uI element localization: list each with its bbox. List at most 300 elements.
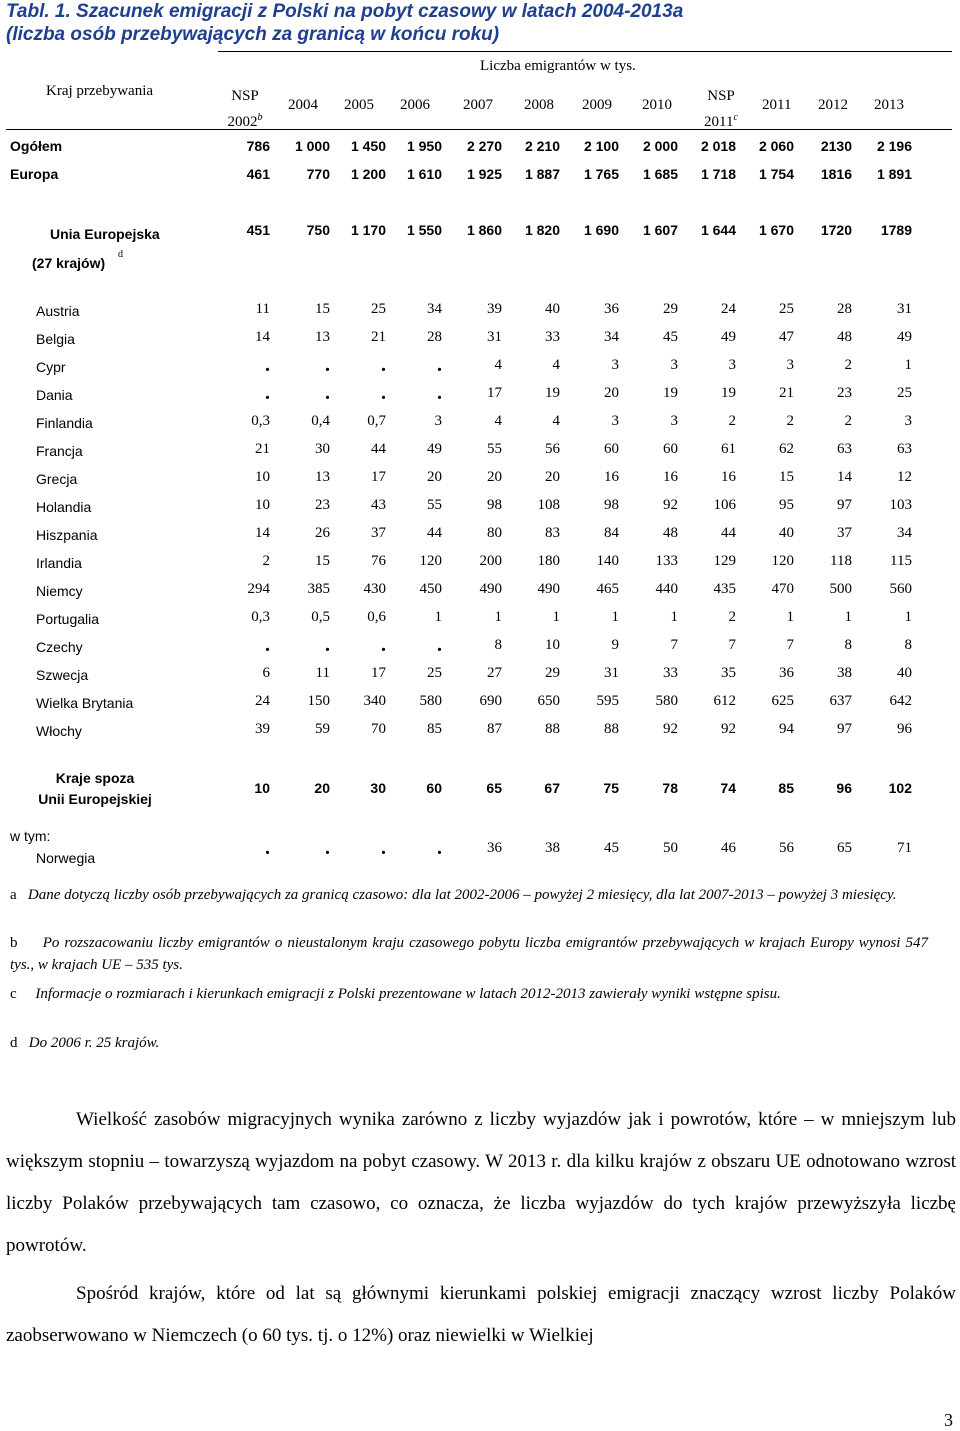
poza-ue-value-5: 67 (544, 780, 560, 796)
europa-value-1: 770 (306, 166, 330, 182)
country-12-value-3: . (437, 634, 442, 656)
country-2-value-9: 3 (786, 357, 794, 373)
country-6-value-9: 15 (779, 469, 794, 485)
country-label-3: Dania (36, 387, 73, 403)
country-12-value-10: 8 (844, 637, 852, 653)
europa-value-11: 1 891 (876, 166, 912, 182)
country-7-value-0: 10 (255, 497, 270, 513)
footnote-d (10, 1032, 928, 1054)
country-4-value-9: 2 (786, 413, 794, 429)
country-11-value-7: 1 (670, 609, 678, 625)
emigrants-group-header: Liczba emigrantów w tys. (480, 58, 636, 74)
country-13-value-0: 6 (262, 665, 270, 681)
country-11-value-2: 0,6 (367, 609, 386, 625)
country-7-value-1: 23 (315, 497, 330, 513)
ue-value-7: 1 607 (642, 222, 678, 238)
country-15-value-5: 88 (545, 721, 560, 737)
europa-value-4: 1 925 (466, 166, 502, 182)
country-1-value-5: 33 (545, 329, 560, 345)
footnote-b-text: Po rozszacowaniu liczby emigrantów o nieustalonym kraju czasowego pobytu liczba emigrantów przebywających w krajach Europy wynosi 547 tys., w krajach UE – 535 tys. (10, 935, 929, 973)
country-1-value-2: 21 (371, 329, 386, 345)
nsp2002-header (225, 86, 265, 133)
country-7-value-4: 98 (487, 497, 502, 513)
country-7-value-8: 106 (713, 497, 736, 513)
country-8-value-6: 84 (604, 525, 619, 541)
country-0-value-7: 29 (663, 301, 678, 317)
country-8-value-7: 48 (663, 525, 678, 541)
footnote-d-key: d (10, 1035, 18, 1051)
country-9-value-3: 120 (419, 553, 442, 569)
europa-value-7: 1 685 (642, 166, 678, 182)
country-5-value-1: 30 (315, 441, 330, 457)
year-header-2013: 2013 (874, 97, 904, 113)
country-0-value-10: 28 (837, 301, 852, 317)
country-1-value-9: 47 (779, 329, 794, 345)
country-12-value-8: 7 (728, 637, 736, 653)
norwegia-value-6: 45 (604, 840, 619, 856)
country-3-value-8: 19 (721, 385, 736, 401)
country-4-value-11: 3 (904, 413, 912, 429)
country-15-value-6: 88 (604, 721, 619, 737)
country-12-value-5: 10 (545, 637, 560, 653)
country-3-value-6: 20 (604, 385, 619, 401)
row-label-poza-ue-line2: Unii Europejskiej (38, 791, 152, 807)
ogolem-value-11: 2 196 (876, 138, 912, 154)
ogolem-value-2: 1 450 (350, 138, 386, 154)
country-13-value-2: 17 (371, 665, 386, 681)
country-5-value-2: 44 (371, 441, 386, 457)
country-12-value-2: . (381, 634, 386, 656)
country-3-value-2: . (381, 382, 386, 404)
country-6-value-11: 12 (897, 469, 912, 485)
year-header-2006: 2006 (400, 97, 430, 113)
country-1-value-0: 14 (255, 329, 270, 345)
ogolem-value-5: 2 210 (524, 138, 560, 154)
table-title (6, 0, 956, 46)
country-9-value-0: 2 (262, 553, 270, 569)
country-label-13: Szwecja (36, 667, 89, 683)
country-0-value-9: 25 (779, 301, 794, 317)
country-10-value-7: 440 (655, 581, 678, 597)
country-4-value-7: 3 (670, 413, 678, 429)
ogolem-value-1: 1 000 (294, 138, 330, 154)
country-12-value-6: 9 (611, 637, 619, 653)
country-9-value-8: 129 (713, 553, 736, 569)
europa-value-8: 1 718 (700, 166, 736, 182)
country-1-value-3: 28 (427, 329, 442, 345)
country-14-value-5: 650 (537, 693, 560, 709)
country-5-value-10: 63 (837, 441, 852, 457)
country-4-value-5: 4 (552, 413, 560, 429)
poza-ue-value-3: 60 (426, 780, 442, 796)
country-3-value-10: 23 (837, 385, 852, 401)
poza-ue-value-10: 96 (836, 780, 852, 796)
country-4-value-10: 2 (844, 413, 852, 429)
poza-ue-value-1: 20 (314, 780, 330, 796)
country-2-value-0: . (265, 354, 270, 376)
country-4-value-0: 0,3 (251, 413, 270, 429)
table-title-line2: (liczba osób przebywających za granicą w końcu roku) (6, 24, 500, 45)
country-4-value-2: 0,7 (367, 413, 386, 429)
country-label-14: Wielka Brytania (36, 695, 134, 711)
country-1-value-1: 13 (315, 329, 330, 345)
country-0-value-2: 25 (371, 301, 386, 317)
country-label-6: Grecja (36, 471, 78, 487)
country-label-5: Francja (36, 443, 83, 459)
norwegia-value-1: . (325, 837, 330, 859)
country-8-value-11: 34 (897, 525, 912, 541)
country-label-12: Czechy (36, 639, 83, 655)
country-8-value-4: 80 (487, 525, 502, 541)
nsp2011-header (696, 86, 746, 133)
poza-ue-value-4: 65 (486, 780, 502, 796)
ue-value-6: 1 690 (583, 222, 619, 238)
footnote-c (10, 983, 928, 1005)
norwegia-value-11: 71 (897, 840, 912, 856)
nsp2002-label: NSP (231, 88, 259, 104)
ue-value-3: 1 550 (406, 222, 442, 238)
country-8-value-10: 37 (837, 525, 852, 541)
country-4-value-4: 4 (494, 413, 502, 429)
w-tym-label: w tym: (10, 828, 51, 844)
country-1-value-4: 31 (487, 329, 502, 345)
country-10-value-5: 490 (537, 581, 560, 597)
country-9-value-2: 76 (371, 553, 386, 569)
country-13-value-11: 40 (897, 665, 912, 681)
footnote-a (10, 884, 928, 906)
ue-value-0: 451 (246, 222, 270, 238)
country-8-value-0: 14 (255, 525, 270, 541)
country-label-0: Austria (36, 303, 80, 319)
country-3-value-5: 19 (545, 385, 560, 401)
country-9-value-10: 118 (830, 553, 852, 569)
country-13-value-6: 31 (604, 665, 619, 681)
country-12-value-11: 8 (904, 637, 912, 653)
country-15-value-1: 59 (315, 721, 330, 737)
country-14-value-8: 612 (713, 693, 736, 709)
country-7-value-6: 98 (604, 497, 619, 513)
ue-footnote-mark: d (118, 249, 123, 260)
country-2-value-7: 3 (670, 357, 678, 373)
country-14-value-7: 580 (655, 693, 678, 709)
country-3-value-3: . (437, 382, 442, 404)
country-column-header: Kraj przebywania (46, 83, 154, 99)
country-0-value-11: 31 (897, 301, 912, 317)
country-2-value-8: 3 (728, 357, 736, 373)
country-0-value-6: 36 (604, 301, 619, 317)
country-9-value-7: 133 (655, 553, 678, 569)
poza-ue-value-9: 85 (778, 780, 794, 796)
ogolem-value-0: 786 (246, 138, 270, 154)
country-13-value-5: 29 (545, 665, 560, 681)
country-14-value-1: 150 (307, 693, 330, 709)
country-11-value-3: 1 (434, 609, 442, 625)
country-label-8: Hiszpania (36, 527, 98, 543)
country-3-value-1: . (325, 382, 330, 404)
country-11-value-0: 0,3 (251, 609, 270, 625)
year-header-2004: 2004 (288, 97, 318, 113)
country-label-4: Finlandia (36, 415, 93, 431)
country-0-value-4: 39 (487, 301, 502, 317)
country-8-value-5: 83 (545, 525, 560, 541)
europa-value-0: 461 (246, 166, 270, 182)
page-number: 3 (944, 1410, 953, 1430)
country-11-value-9: 1 (786, 609, 794, 625)
country-5-value-6: 60 (604, 441, 619, 457)
country-15-value-0: 39 (255, 721, 270, 737)
nsp2002-year-cell (225, 107, 265, 133)
poza-ue-value-6: 75 (603, 780, 619, 796)
country-11-value-6: 1 (611, 609, 619, 625)
footnote-c-text: Informacje o rozmiarach i kierunkach emigracji z Polski prezentowane w latach 2012-2013 zawierały wyniki wstępne spisu. (35, 986, 781, 1002)
country-6-value-2: 17 (371, 469, 386, 485)
europa-value-2: 1 200 (350, 166, 386, 182)
ue-value-9: 1 670 (758, 222, 794, 238)
ogolem-value-8: 2 018 (700, 138, 736, 154)
country-6-value-10: 14 (837, 469, 852, 485)
ue-value-11: 1789 (880, 222, 912, 238)
country-6-value-7: 16 (663, 469, 678, 485)
country-14-value-6: 595 (596, 693, 619, 709)
country-12-value-1: . (325, 634, 330, 656)
header-bottom-rule (6, 129, 952, 130)
country-9-value-1: 15 (315, 553, 330, 569)
body-paragraph-1: Wielkość zasobów migracyjnych wynika zarówno z liczby wyjazdów jak i powrotów, które – w mniejszym lub większym stopniu – towarzyszą wyjazdom na pobyt czasowy. W 2013 r. dla kilku krajów z obszaru UE odnotowano wzrost liczby Polaków przebywających tam czasowo, co oznacza, że liczba wyjazdów do tych krajów przewyższyła liczbę powrotów. (6, 1109, 956, 1256)
europa-value-10: 1816 (820, 166, 852, 182)
poza-ue-value-7: 78 (662, 780, 678, 796)
country-4-value-3: 3 (434, 413, 442, 429)
norwegia-value-7: 50 (663, 840, 678, 856)
ogolem-value-10: 2130 (820, 138, 852, 154)
country-2-value-5: 4 (552, 357, 560, 373)
norwegia-value-0: . (265, 837, 270, 859)
country-14-value-0: 24 (255, 693, 270, 709)
country-label-15: Włochy (36, 723, 82, 739)
country-10-value-6: 465 (596, 581, 619, 597)
country-11-value-8: 2 (728, 609, 736, 625)
country-10-value-0: 294 (247, 581, 270, 597)
country-3-value-7: 19 (663, 385, 678, 401)
row-label-ue-line1: Unia Europejska (50, 226, 160, 242)
country-7-value-7: 92 (663, 497, 678, 513)
country-5-value-3: 49 (427, 441, 442, 457)
poza-ue-value-2: 30 (370, 780, 386, 796)
country-1-value-8: 49 (721, 329, 736, 345)
country-10-value-3: 450 (419, 581, 442, 597)
country-5-value-9: 62 (779, 441, 794, 457)
country-10-value-11: 560 (889, 581, 912, 597)
nsp2002-footnote-mark: b (257, 112, 263, 123)
body-paragraph-2: Spośród krajów, które od lat są głównymi kierunkami polskiej emigracji znaczący wzrost liczby Polaków zaobserwowano w Niemczech (o 60 tys. tj. o 12%) oraz niewielki w Wielkiej (6, 1283, 956, 1346)
footnote-a-text: Dane dotyczą liczby osób przebywających za granicą czasowo: dla lat 2002-2006 – powyżej 2 miesięcy, dla lat 2007-2013 – powyżej 3 miesięcy. (27, 887, 897, 903)
ue-value-1: 750 (306, 222, 330, 238)
norwegia-value-4: 36 (487, 840, 502, 856)
footnote-c-key: c (10, 986, 17, 1002)
poza-ue-value-8: 74 (720, 780, 736, 796)
norwegia-value-2: . (381, 837, 386, 859)
country-7-value-5: 108 (537, 497, 560, 513)
country-0-value-8: 24 (721, 301, 736, 317)
country-0-value-3: 34 (427, 301, 442, 317)
country-4-value-6: 3 (611, 413, 619, 429)
country-9-value-5: 180 (537, 553, 560, 569)
country-6-value-8: 16 (721, 469, 736, 485)
nsp2011-label: NSP (707, 88, 735, 104)
country-14-value-11: 642 (889, 693, 912, 709)
norwegia-value-9: 56 (779, 840, 794, 856)
ogolem-value-4: 2 270 (466, 138, 502, 154)
country-8-value-8: 44 (721, 525, 736, 541)
country-label-7: Holandia (36, 499, 92, 515)
year-header-2007: 2007 (463, 97, 493, 113)
country-9-value-9: 120 (771, 553, 794, 569)
country-7-value-3: 55 (427, 497, 442, 513)
country-6-value-4: 20 (487, 469, 502, 485)
country-1-value-6: 34 (604, 329, 619, 345)
country-4-value-8: 2 (728, 413, 736, 429)
country-11-value-1: 0,5 (311, 609, 330, 625)
country-15-value-7: 92 (663, 721, 678, 737)
row-label-poza-ue-line1: Kraje spoza (55, 770, 135, 786)
header-top-rule (218, 51, 952, 52)
country-10-value-8: 435 (713, 581, 736, 597)
country-0-value-0: 11 (255, 301, 270, 317)
country-3-value-4: 17 (487, 385, 502, 401)
ogolem-value-3: 1 950 (406, 138, 442, 154)
country-5-value-8: 61 (721, 441, 736, 457)
country-label-2: Cypr (36, 359, 66, 375)
country-12-value-7: 7 (670, 637, 678, 653)
row-label-europa: Europa (10, 166, 59, 182)
country-8-value-1: 26 (315, 525, 330, 541)
country-15-value-8: 92 (721, 721, 736, 737)
country-15-value-9: 94 (779, 721, 794, 737)
ue-value-4: 1 860 (466, 222, 502, 238)
row-label-ue-line2: (27 krajów) (32, 255, 106, 271)
country-1-value-11: 49 (897, 329, 912, 345)
country-2-value-6: 3 (611, 357, 619, 373)
country-7-value-2: 43 (371, 497, 386, 513)
country-15-value-4: 87 (487, 721, 502, 737)
norwegia-value-8: 46 (721, 840, 736, 856)
country-15-value-11: 96 (897, 721, 912, 737)
year-header-2012: 2012 (818, 97, 848, 113)
country-7-value-10: 97 (837, 497, 852, 513)
country-label-9: Irlandia (36, 555, 82, 571)
ogolem-value-7: 2 000 (642, 138, 678, 154)
country-1-value-10: 48 (837, 329, 852, 345)
country-7-value-9: 95 (779, 497, 794, 513)
europa-value-9: 1 754 (758, 166, 794, 182)
country-9-value-6: 140 (596, 553, 619, 569)
country-6-value-5: 20 (545, 469, 560, 485)
norwegia-value-10: 65 (837, 840, 852, 856)
ogolem-value-6: 2 100 (583, 138, 619, 154)
country-0-value-5: 40 (545, 301, 560, 317)
country-10-value-9: 470 (771, 581, 794, 597)
country-12-value-4: 8 (494, 637, 502, 653)
country-14-value-4: 690 (479, 693, 502, 709)
country-14-value-9: 625 (771, 693, 794, 709)
country-10-value-4: 490 (479, 581, 502, 597)
country-12-value-9: 7 (786, 637, 794, 653)
country-11-value-10: 1 (844, 609, 852, 625)
country-9-value-4: 200 (479, 553, 502, 569)
country-13-value-9: 36 (779, 665, 794, 681)
country-6-value-1: 13 (315, 469, 330, 485)
country-9-value-11: 115 (890, 553, 912, 569)
country-6-value-3: 20 (427, 469, 442, 485)
country-5-value-11: 63 (897, 441, 912, 457)
country-13-value-3: 25 (427, 665, 442, 681)
country-5-value-4: 55 (487, 441, 502, 457)
country-6-value-6: 16 (604, 469, 619, 485)
country-6-value-0: 10 (255, 469, 270, 485)
country-10-value-1: 385 (307, 581, 330, 597)
table-title-line1: Tabl. 1. Szacunek emigracji z Polski na pobyt czasowy w latach 2004-2013a (6, 1, 684, 22)
country-0-value-1: 15 (315, 301, 330, 317)
country-label-1: Belgia (36, 331, 75, 347)
country-10-value-2: 430 (363, 581, 386, 597)
country-13-value-8: 35 (721, 665, 736, 681)
row-label-norwegia: Norwegia (36, 850, 96, 866)
country-13-value-4: 27 (487, 665, 502, 681)
country-2-value-4: 4 (494, 357, 502, 373)
country-15-value-3: 85 (427, 721, 442, 737)
country-1-value-7: 45 (663, 329, 678, 345)
country-14-value-2: 340 (363, 693, 386, 709)
year-header-2011: 2011 (762, 97, 792, 113)
footnote-d-text: Do 2006 r. 25 krajów. (28, 1035, 160, 1051)
nsp2011-year-cell (696, 107, 746, 133)
country-14-value-3: 580 (419, 693, 442, 709)
country-2-value-10: 2 (844, 357, 852, 373)
year-header-2008: 2008 (524, 97, 554, 113)
country-5-value-0: 21 (255, 441, 270, 457)
europa-value-5: 1 887 (524, 166, 560, 182)
country-3-value-11: 25 (897, 385, 912, 401)
row-label-ogolem: Ogółem (10, 138, 63, 154)
country-5-value-5: 56 (545, 441, 560, 457)
poza-ue-value-0: 10 (254, 780, 270, 796)
country-11-value-11: 1 (904, 609, 912, 625)
country-5-value-7: 60 (663, 441, 678, 457)
norwegia-value-3: . (437, 837, 442, 859)
country-15-value-2: 70 (371, 721, 386, 737)
country-2-value-2: . (381, 354, 386, 376)
country-label-11: Portugalia (36, 611, 100, 627)
year-header-2005: 2005 (344, 97, 374, 113)
country-3-value-9: 21 (779, 385, 794, 401)
country-2-value-11: 1 (904, 357, 912, 373)
country-10-value-10: 500 (829, 581, 852, 597)
country-2-value-3: . (437, 354, 442, 376)
nsp2002-year: 2002 (227, 114, 258, 130)
country-13-value-7: 33 (663, 665, 678, 681)
ue-value-2: 1 170 (350, 222, 386, 238)
country-4-value-1: 0,4 (311, 413, 330, 429)
country-12-value-0: . (265, 634, 270, 656)
country-11-value-4: 1 (494, 609, 502, 625)
country-label-10: Niemcy (36, 583, 83, 599)
country-8-value-9: 40 (779, 525, 794, 541)
ue-value-10: 1720 (820, 222, 852, 238)
nsp2011-year: 2011 (704, 114, 734, 130)
footnote-b (10, 932, 928, 976)
country-13-value-1: 11 (315, 665, 330, 681)
country-7-value-11: 103 (889, 497, 912, 513)
europa-value-6: 1 765 (583, 166, 619, 182)
